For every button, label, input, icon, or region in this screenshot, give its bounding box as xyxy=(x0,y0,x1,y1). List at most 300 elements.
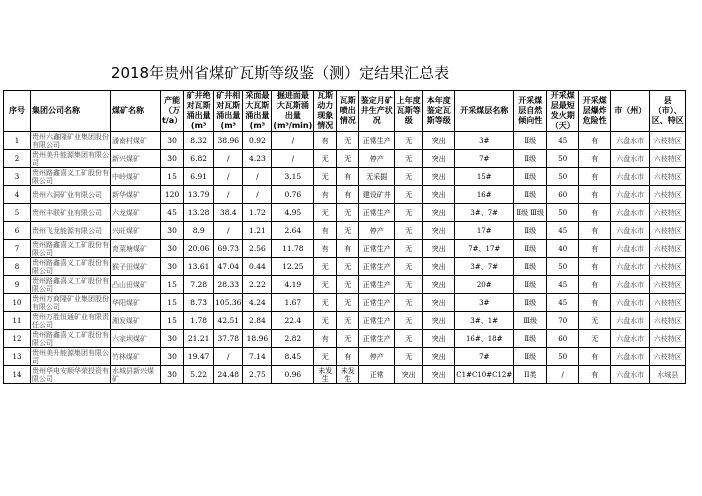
cell-index: 5 xyxy=(4,204,31,222)
col-header-explosion: 开采煤层爆炸危险性 xyxy=(579,91,611,132)
cell-capacity: 45 xyxy=(161,204,184,222)
cell-ignition: II类 xyxy=(514,366,547,384)
cell-cur-level: 突出 xyxy=(423,276,455,294)
cell-dynamic: 无 xyxy=(314,294,337,312)
cell-index: 12 xyxy=(4,330,31,348)
cell-dynamic: 有 xyxy=(314,330,337,348)
cell-face-gas: 2.84 xyxy=(243,312,272,330)
cell-rel-gas: / xyxy=(214,348,243,366)
cell-city: 六盘水市 xyxy=(611,132,650,150)
cell-seam: 3# xyxy=(455,294,514,312)
cell-face-gas: 0.44 xyxy=(243,258,272,276)
cell-capacity: 30 xyxy=(161,366,184,384)
cell-cur-level: 突出 xyxy=(423,366,455,384)
cell-blowout: 未发生 xyxy=(337,366,359,384)
cell-explosion: 有 xyxy=(579,348,611,366)
col-header-rel-gas: 矿井相对瓦斯涌出量(m³ xyxy=(214,91,243,132)
cell-fire-period: 50 xyxy=(547,348,579,366)
cell-mine: 猴子田煤矿 xyxy=(111,258,161,276)
cell-rel-gas: 69.73 xyxy=(214,240,243,258)
col-header-seam: 开采煤层名称 xyxy=(455,91,514,132)
cell-group: 贵州华电安顺华荣投资有限公司 xyxy=(32,366,109,383)
cell-explosion: 有 xyxy=(579,150,611,168)
cell-capacity: 15 xyxy=(161,294,184,312)
cell-dynamic: 无 xyxy=(314,276,337,294)
cell-fire-period: 45 xyxy=(547,294,579,312)
cell-blowout: 无 xyxy=(337,150,359,168)
cell-cur-level: 突出 xyxy=(423,168,455,186)
cell-prev-level: 无 xyxy=(395,276,423,294)
cell-ignition: Ⅱ级 Ⅲ级 xyxy=(514,204,547,222)
cell-production: 正常生产 xyxy=(359,204,395,222)
cell-group: 贵州路鑫喜义工矿股份有限公司 xyxy=(32,258,109,275)
cell-rel-gas: / xyxy=(214,186,243,204)
col-header-production: 鉴定月矿井生产状况 xyxy=(359,91,395,132)
cell-dynamic: 有 xyxy=(314,186,337,204)
cell-production: 正常生产 xyxy=(359,240,395,258)
cell-index: 4 xyxy=(4,186,31,204)
cell-abs-gas: 1.78 xyxy=(184,312,214,330)
header-row xyxy=(4,91,686,132)
cell-prev-level: 无 xyxy=(395,240,423,258)
cell-cur-level: 突出 xyxy=(423,240,455,258)
cell-heading-gas: 2.64 xyxy=(272,222,314,240)
cell-heading-gas: 22.4 xyxy=(272,312,314,330)
table-row xyxy=(4,348,686,366)
cell-seam: C1#C10#C12# xyxy=(455,366,514,384)
cell-capacity: 15 xyxy=(161,276,184,294)
col-header-abs-gas: 矿井绝对瓦斯涌出量(m³ xyxy=(184,91,214,132)
results-table xyxy=(3,90,686,384)
cell-cur-level: 突出 xyxy=(423,186,455,204)
cell-ignition: Ⅱ级 xyxy=(514,348,547,366)
cell-heading-gas: 4.19 xyxy=(272,276,314,294)
cell-capacity: 30 xyxy=(161,258,184,276)
cell-seam: 16# xyxy=(455,186,514,204)
table-row xyxy=(4,276,686,294)
cell-heading-gas: / xyxy=(272,150,314,168)
cell-mine: 新兴煤矿 xyxy=(111,150,161,168)
cell-dynamic: 有 xyxy=(314,240,337,258)
cell-city: 六盘水市 xyxy=(611,330,650,348)
cell-mine: 水城县新兴煤矿 xyxy=(111,366,161,384)
table-row xyxy=(4,330,686,348)
cell-abs-gas: 6.82 xyxy=(184,150,214,168)
cell-county: 六枝特区 xyxy=(650,276,686,294)
cell-capacity: 30 xyxy=(161,132,184,150)
cell-group: 贵州路鑫喜义工矿股份有限公司 xyxy=(32,330,109,347)
cell-ignition: Ⅱ级 xyxy=(514,276,547,294)
cell-city: 六盘水市 xyxy=(611,150,650,168)
cell-rel-gas: 38.96 xyxy=(214,132,243,150)
cell-rel-gas: / xyxy=(214,150,243,168)
cell-group: 贵州路鑫喜义工矿股份有限公司 xyxy=(32,168,109,185)
cell-cur-level: 突出 xyxy=(423,330,455,348)
cell-explosion: 无 xyxy=(579,312,611,330)
table-row xyxy=(4,186,686,204)
cell-prev-level: 无 xyxy=(395,330,423,348)
cell-county: 六枝特区 xyxy=(650,150,686,168)
table-row xyxy=(4,312,686,330)
cell-cur-level: 突出 xyxy=(423,348,455,366)
cell-county: 六枝特区 xyxy=(650,168,686,186)
cell-index: 3 xyxy=(4,168,31,186)
col-header-index: 序号 xyxy=(4,91,31,132)
cell-group: 贵州六洞矿业有限公司 xyxy=(31,186,111,204)
cell-group: 贵州美升能源集团有限公司 xyxy=(32,150,109,167)
table-row xyxy=(4,294,686,312)
cell-prev-level: 无 xyxy=(395,204,423,222)
cell-prev-level: 无 xyxy=(395,150,423,168)
cell-production: 停产 xyxy=(359,348,395,366)
cell-face-gas: / xyxy=(243,168,272,186)
cell-ignition: Ⅱ级 xyxy=(514,294,547,312)
cell-dynamic: 有 xyxy=(314,222,337,240)
cell-fire-period: 50 xyxy=(547,258,579,276)
cell-capacity: 30 xyxy=(161,330,184,348)
cell-heading-gas: 0.76 xyxy=(272,186,314,204)
cell-prev-level: 突出 xyxy=(395,366,423,384)
cell-group: 贵州美升能源集团有限公司 xyxy=(32,348,109,365)
cell-abs-gas: 8.9 xyxy=(184,222,214,240)
cell-county: 水城县 xyxy=(650,366,686,384)
cell-production: 建设矿井 xyxy=(359,186,395,204)
cell-seam: 16#、18# xyxy=(455,330,514,348)
cell-index: 9 xyxy=(4,276,31,294)
cell-dynamic: 无 xyxy=(314,150,337,168)
cell-rel-gas: 37.78 xyxy=(214,330,243,348)
cell-abs-gas: 20.06 xyxy=(184,240,214,258)
cell-abs-gas: 8.73 xyxy=(184,294,214,312)
cell-capacity: 15 xyxy=(161,312,184,330)
table-row xyxy=(4,150,686,168)
cell-blowout: 无 xyxy=(337,258,359,276)
cell-explosion: 有 xyxy=(579,240,611,258)
cell-ignition: Ⅱ级 xyxy=(514,186,547,204)
cell-dynamic: 有 xyxy=(314,132,337,150)
cell-blowout: 无 xyxy=(337,204,359,222)
table-row xyxy=(4,222,686,240)
cell-seam: 7#、17# xyxy=(455,240,514,258)
cell-heading-gas: / xyxy=(272,132,314,150)
cell-capacity: 30 xyxy=(161,348,184,366)
cell-index: 6 xyxy=(4,222,31,240)
cell-group: 贵州丰联矿业有限公司 xyxy=(31,204,111,222)
cell-city: 六盘水市 xyxy=(611,258,650,276)
cell-county: 六枝特区 xyxy=(650,240,686,258)
col-header-prev-level: 上年度瓦斯等级 xyxy=(395,91,423,132)
cell-seam: 3#、7# xyxy=(455,258,514,276)
cell-explosion: 有 xyxy=(579,204,611,222)
cell-heading-gas: 11.78 xyxy=(272,240,314,258)
cell-explosion: 有 xyxy=(579,366,611,384)
cell-blowout: 无 xyxy=(337,132,359,150)
cell-heading-gas: 4.95 xyxy=(272,204,314,222)
cell-face-gas: 18.96 xyxy=(243,330,272,348)
cell-mine: 中岭煤矿 xyxy=(111,168,161,186)
cell-explosion: 有 xyxy=(579,276,611,294)
cell-heading-gas: 0.96 xyxy=(272,366,314,384)
cell-fire-period: 60 xyxy=(547,330,579,348)
cell-abs-gas: 21.21 xyxy=(184,330,214,348)
cell-heading-gas: 2.82 xyxy=(272,330,314,348)
cell-group: 贵州万胜恒通矿业有限责任公司 xyxy=(32,312,109,329)
table-row xyxy=(4,132,686,150)
cell-face-gas: 7.14 xyxy=(243,348,272,366)
cell-seam: 17# xyxy=(455,222,514,240)
cell-face-gas: 2.22 xyxy=(243,276,272,294)
cell-rel-gas: / xyxy=(214,168,243,186)
cell-abs-gas: 19.47 xyxy=(184,348,214,366)
cell-ignition: Ⅱ级 xyxy=(514,168,547,186)
cell-capacity: 30 xyxy=(161,240,184,258)
cell-cur-level: 突出 xyxy=(423,312,455,330)
cell-heading-gas: 12.25 xyxy=(272,258,314,276)
cell-ignition: Ⅱ级 xyxy=(514,150,547,168)
cell-group: 贵州飞龙能源有限公司 xyxy=(31,222,111,240)
cell-ignition: Ⅲ级 xyxy=(514,312,547,330)
cell-abs-gas: 13.61 xyxy=(184,258,214,276)
cell-rel-gas: 24.48 xyxy=(214,366,243,384)
cell-mine: 湘发煤矿 xyxy=(111,312,161,330)
cell-production: 正常生产 xyxy=(359,276,395,294)
cell-abs-gas: 13.28 xyxy=(184,204,214,222)
cell-blowout: 无 xyxy=(337,330,359,348)
cell-abs-gas: 5.22 xyxy=(184,366,214,384)
cell-county: 六枝特区 xyxy=(650,294,686,312)
cell-abs-gas: 8.32 xyxy=(184,132,214,150)
col-header-ignition: 开采煤层自然倾向性 xyxy=(514,91,547,132)
report-title: 2018年贵州省煤矿瓦斯等级鉴（测）定结果汇总表 xyxy=(110,64,450,82)
cell-rel-gas: 47.04 xyxy=(214,258,243,276)
cell-face-gas: 4.23 xyxy=(243,150,272,168)
cell-cur-level: 突出 xyxy=(423,204,455,222)
cell-explosion: 有 xyxy=(579,132,611,150)
col-header-fire-period: 开采煤层最短发火期（天） xyxy=(547,91,579,132)
cell-cur-level: 突出 xyxy=(423,222,455,240)
cell-heading-gas: 3.15 xyxy=(272,168,314,186)
cell-seam: 7# xyxy=(455,348,514,366)
cell-city: 六盘水市 xyxy=(611,276,650,294)
cell-face-gas: 1.21 xyxy=(243,222,272,240)
cell-production: 正常 xyxy=(359,366,395,384)
cell-dynamic: 无 xyxy=(314,312,337,330)
cell-cur-level: 突出 xyxy=(423,294,455,312)
cell-city: 六盘水市 xyxy=(611,348,650,366)
cell-group: 贵州路鑫喜义工矿股份有限公司 xyxy=(32,240,109,257)
cell-seam: 7# xyxy=(455,150,514,168)
cell-index: 2 xyxy=(4,150,31,168)
cell-fire-period: / xyxy=(547,366,579,384)
col-header-mine: 煤矿名称 xyxy=(111,91,161,132)
cell-mine: 兴旺煤矿 xyxy=(111,222,161,240)
cell-explosion: 有 xyxy=(579,168,611,186)
cell-capacity: 15 xyxy=(161,168,184,186)
cell-fire-period: 45 xyxy=(547,222,579,240)
cell-production: 正常生产 xyxy=(359,312,395,330)
cell-production: 正常生产 xyxy=(359,258,395,276)
cell-county: 六枝特区 xyxy=(650,222,686,240)
cell-city: 六盘水市 xyxy=(611,204,650,222)
cell-dynamic: 无 xyxy=(314,204,337,222)
col-header-dynamic: 瓦斯动力现象情况 xyxy=(314,91,337,132)
cell-prev-level: 无 xyxy=(395,312,423,330)
cell-group: 贵州六鑫隆矿业集团股份有限公司 xyxy=(32,132,109,149)
cell-index: 7 xyxy=(4,240,31,258)
cell-prev-level: 无 xyxy=(395,348,423,366)
cell-fire-period: 45 xyxy=(547,276,579,294)
cell-mine: 六家坝煤矿 xyxy=(111,330,161,348)
cell-production: 正常生产 xyxy=(359,294,395,312)
cell-mine: 育菜塘煤矿 xyxy=(111,240,161,258)
cell-mine: 新华煤矿 xyxy=(111,186,161,204)
cell-city: 六盘水市 xyxy=(611,168,650,186)
cell-index: 14 xyxy=(4,366,31,384)
col-header-heading-gas: 掘进面最大瓦斯涌出量(m³/min) xyxy=(273,91,313,130)
cell-rel-gas: 42.51 xyxy=(214,312,243,330)
cell-ignition: Ⅱ级 xyxy=(514,258,547,276)
cell-prev-level: 无 xyxy=(395,222,423,240)
cell-face-gas: / xyxy=(243,186,272,204)
cell-prev-level: 无 xyxy=(395,186,423,204)
cell-city: 六盘水市 xyxy=(611,240,650,258)
col-header-county: 县（市）、区、特区 xyxy=(650,91,686,132)
cell-heading-gas: 8.45 xyxy=(272,348,314,366)
cell-explosion: 有 xyxy=(579,258,611,276)
cell-index: 8 xyxy=(4,258,31,276)
col-header-blowout: 瓦斯喷出情况 xyxy=(337,91,359,132)
cell-prev-level: 无 xyxy=(395,258,423,276)
cell-fire-period: 70 xyxy=(547,312,579,330)
cell-blowout: 无 xyxy=(337,294,359,312)
cell-rel-gas: 28.33 xyxy=(214,276,243,294)
cell-index: 11 xyxy=(4,312,31,330)
cell-mine: 竹林煤矿 xyxy=(111,348,161,366)
cell-explosion: 有 xyxy=(579,294,611,312)
cell-seam: 20# xyxy=(455,276,514,294)
cell-fire-period: 60 xyxy=(547,186,579,204)
cell-county: 六枝特区 xyxy=(650,330,686,348)
cell-fire-period: 50 xyxy=(547,204,579,222)
cell-explosion: 有 xyxy=(579,186,611,204)
cell-production: 停产 xyxy=(359,150,395,168)
cell-seam: 3#、1# xyxy=(455,312,514,330)
cell-ignition: Ⅱ级 xyxy=(514,330,547,348)
cell-blowout: 有 xyxy=(337,348,359,366)
cell-heading-gas: 1.67 xyxy=(272,294,314,312)
cell-dynamic: 未发生 xyxy=(314,366,337,384)
cell-county: 六枝特区 xyxy=(650,258,686,276)
cell-blowout: 有 xyxy=(337,240,359,258)
cell-seam: 3# xyxy=(455,132,514,150)
cell-index: 13 xyxy=(4,348,31,366)
col-header-cur-level: 本年度鉴定瓦斯等级 xyxy=(423,91,455,132)
cell-county: 六枝特区 xyxy=(650,204,686,222)
cell-prev-level: 无 xyxy=(395,132,423,150)
cell-rel-gas: 38.4 xyxy=(214,204,243,222)
cell-ignition: Ⅱ级 xyxy=(514,222,547,240)
cell-mine: 华阳煤矿 xyxy=(111,294,161,312)
cell-production: 无采掘 xyxy=(359,168,395,186)
cell-prev-level: 无 xyxy=(395,168,423,186)
cell-blowout: 有 xyxy=(337,168,359,186)
cell-blowout: 无 xyxy=(337,312,359,330)
cell-production: 停产 xyxy=(359,222,395,240)
cell-rel-gas: / xyxy=(214,222,243,240)
cell-capacity: 30 xyxy=(161,222,184,240)
cell-ignition: Ⅱ级 xyxy=(514,240,547,258)
cell-dynamic: 无 xyxy=(314,258,337,276)
cell-mine: 凸山田煤矿 xyxy=(111,276,161,294)
cell-face-gas: 4.24 xyxy=(243,294,272,312)
col-header-face-gas: 采面最大瓦斯涌出量(m³ xyxy=(243,91,272,132)
cell-dynamic: 无 xyxy=(314,348,337,366)
cell-city: 六盘水市 xyxy=(611,186,650,204)
cell-abs-gas: 6.91 xyxy=(184,168,214,186)
cell-production: 正常生产 xyxy=(359,132,395,150)
cell-face-gas: 1.72 xyxy=(243,204,272,222)
table-row xyxy=(4,240,686,258)
cell-index: 10 xyxy=(4,294,31,312)
cell-explosion: 无 xyxy=(579,330,611,348)
cell-group: 贵州万商隆矿业集团股份有限公司 xyxy=(32,294,109,311)
table-row xyxy=(4,168,686,186)
cell-city: 六盘水市 xyxy=(611,294,650,312)
cell-index: 1 xyxy=(4,132,31,150)
col-header-capacity: 产能（万t/a） xyxy=(161,91,184,132)
col-header-group: 集团公司名称 xyxy=(31,91,111,132)
cell-fire-period: 40 xyxy=(547,240,579,258)
cell-mine: 六龙煤矿 xyxy=(111,204,161,222)
cell-city: 六盘水市 xyxy=(611,222,650,240)
cell-blowout: 无 xyxy=(337,222,359,240)
cell-explosion: 有 xyxy=(579,222,611,240)
cell-county: 六枝特区 xyxy=(650,312,686,330)
cell-abs-gas: 7.28 xyxy=(184,276,214,294)
col-header-city: 市（州） xyxy=(611,91,650,132)
cell-ignition: Ⅱ级 xyxy=(514,132,547,150)
table-row xyxy=(4,258,686,276)
cell-face-gas: 2.75 xyxy=(243,366,272,384)
cell-city: 六盘水市 xyxy=(611,366,650,384)
cell-face-gas: 2.56 xyxy=(243,240,272,258)
cell-prev-level: 无 xyxy=(395,294,423,312)
cell-abs-gas: 13.79 xyxy=(184,186,214,204)
cell-cur-level: 突出 xyxy=(423,258,455,276)
cell-dynamic: 无 xyxy=(314,168,337,186)
cell-production: 正常生产 xyxy=(359,330,395,348)
cell-rel-gas: 105.36 xyxy=(214,294,243,312)
cell-cur-level: 突出 xyxy=(423,150,455,168)
cell-capacity: 120 xyxy=(161,186,184,204)
table-row xyxy=(4,366,686,384)
cell-blowout: 无 xyxy=(337,276,359,294)
cell-blowout: 有 xyxy=(337,186,359,204)
cell-seam: 15# xyxy=(455,168,514,186)
cell-capacity: 30 xyxy=(161,150,184,168)
cell-county: 六枝特区 xyxy=(650,186,686,204)
cell-cur-level: 突出 xyxy=(423,132,455,150)
cell-fire-period: 45 xyxy=(547,132,579,150)
cell-seam: 3#、7# xyxy=(455,204,514,222)
cell-county: 六枝特区 xyxy=(650,348,686,366)
cell-mine: 潘南村煤矿 xyxy=(111,132,161,150)
cell-group: 贵州路鑫喜义工矿股份有限公司 xyxy=(32,276,109,293)
cell-fire-period: 50 xyxy=(547,168,579,186)
cell-county: 六枝特区 xyxy=(650,132,686,150)
cell-city: 六盘水市 xyxy=(611,312,650,330)
cell-fire-period: 50 xyxy=(547,150,579,168)
